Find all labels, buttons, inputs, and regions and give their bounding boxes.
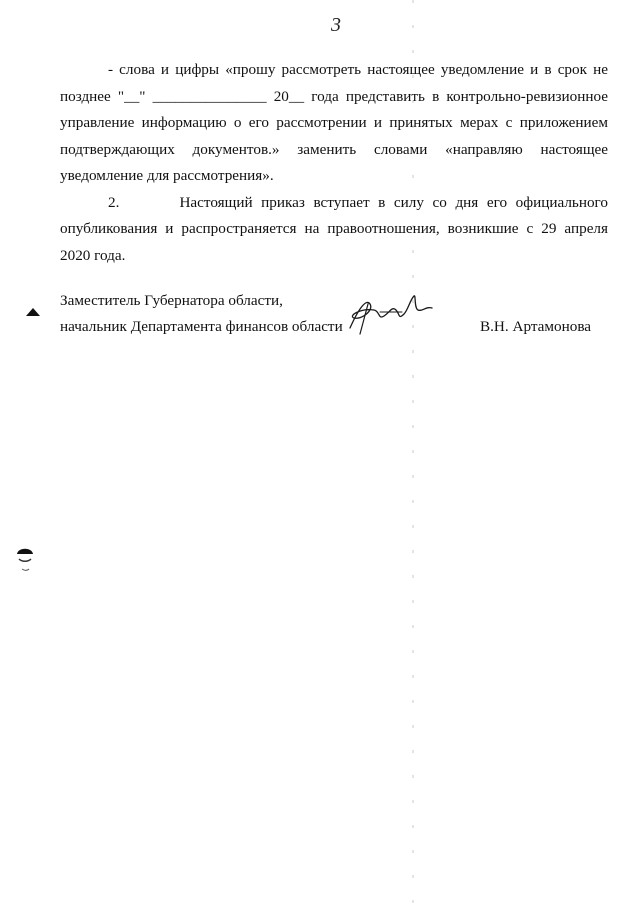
handwritten-signature-icon	[340, 290, 435, 338]
paragraph-number: 2.	[108, 193, 120, 211]
signer-position-line2: начальник Департамента финансов области	[60, 318, 343, 335]
signature-block	[60, 288, 608, 340]
page-number: 3	[331, 14, 341, 36]
paragraph-text: Настоящий приказ вступает в силу со дня его официального опубликования и распространяется на правоотношения, возникшие с 29 апреля 2020 года.	[60, 193, 608, 264]
document-body	[60, 57, 608, 269]
hole-punch-mark-icon	[26, 307, 40, 317]
amendment-paragraph: - слова и цифры «прошу рассмотреть настоящее уведомление и в срок не позднее "__" _______________ 20__ года представить в контрольно-ревизионное управление информацию о его рассмотрении и принятых мерах с приложением подтверждающих документов.» заменить словами «направляю настоящее уведомление для рассмотрения».	[60, 61, 608, 184]
signer-name: В.Н. Артамонова	[480, 318, 592, 335]
hole-punch-mark-icon	[16, 545, 34, 573]
signer-position-line1: Заместитель Губернатора области,	[60, 292, 283, 309]
effective-date-paragraph	[60, 190, 608, 270]
